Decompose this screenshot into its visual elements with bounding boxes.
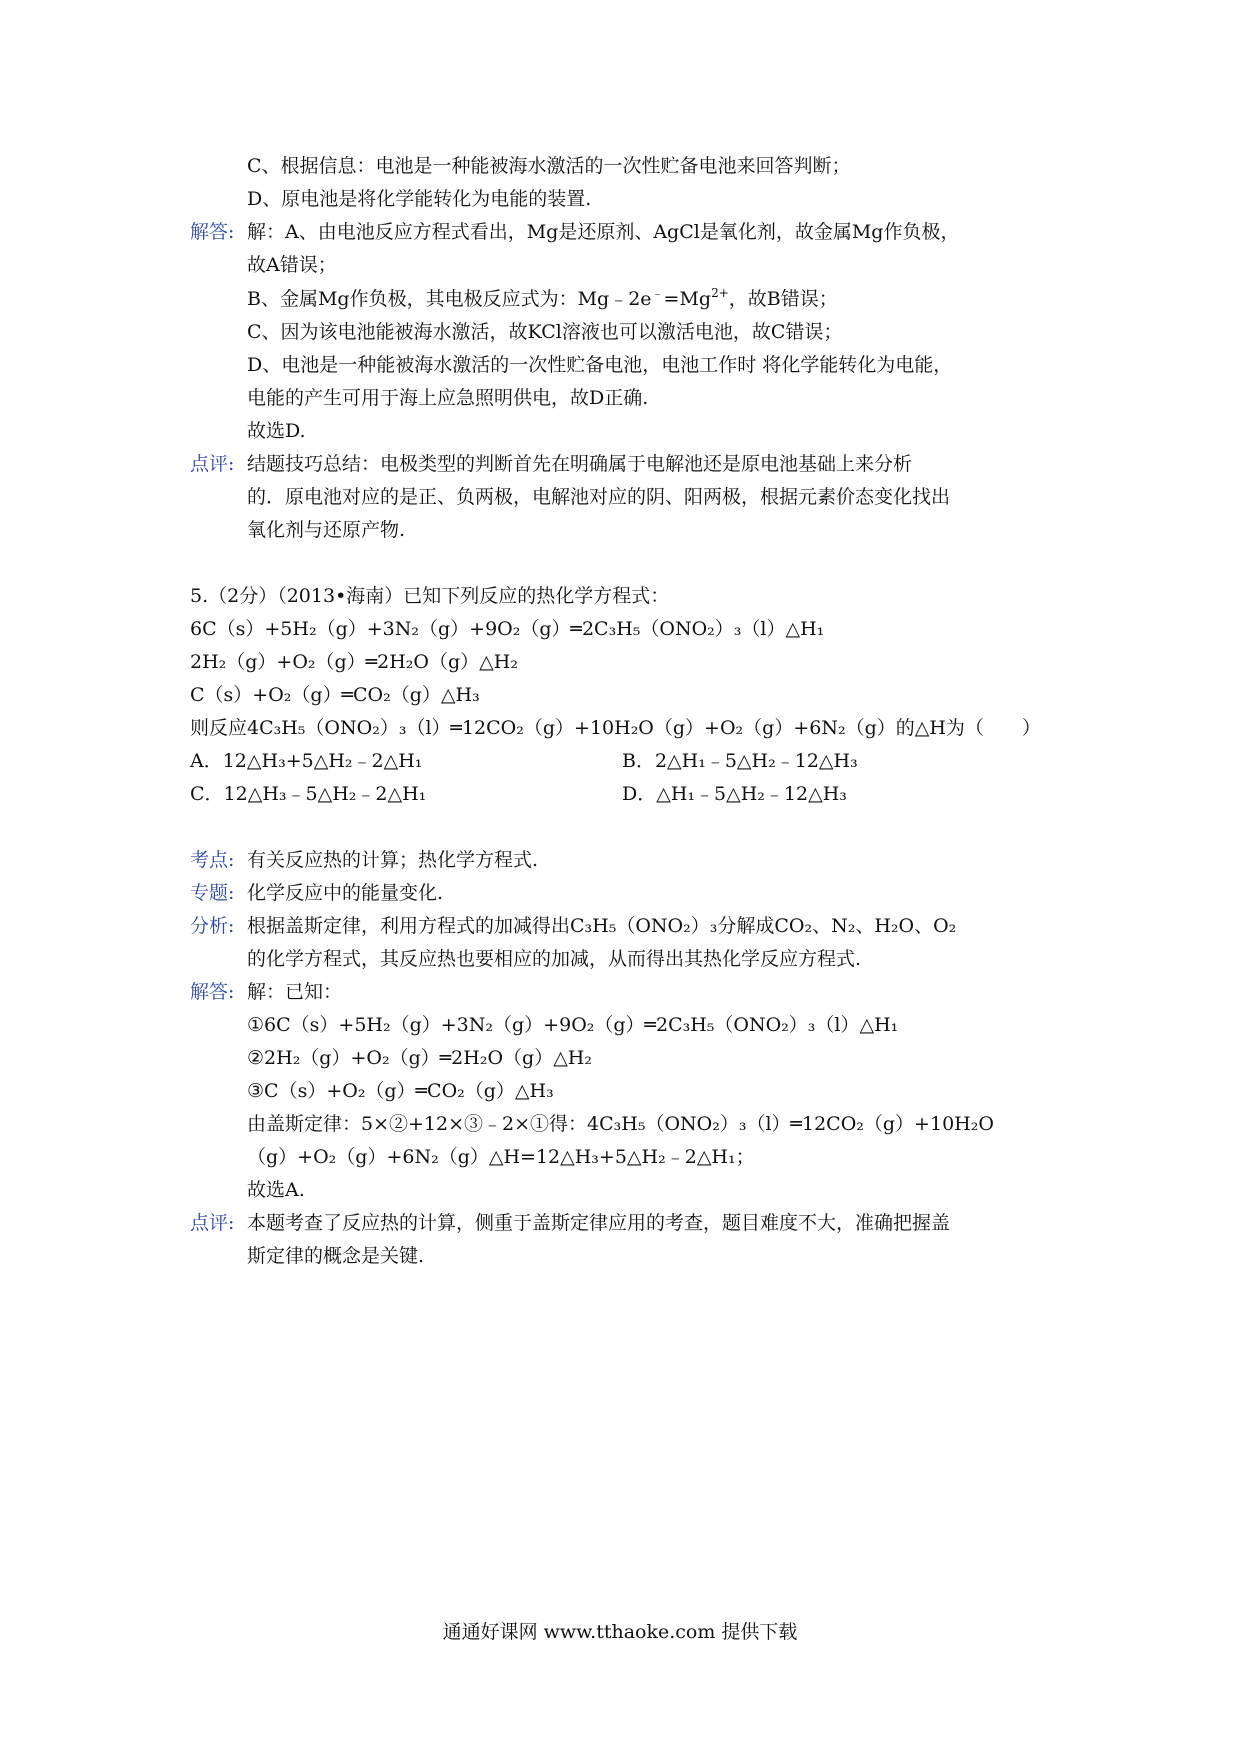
answer-b-sup1: ﹣ [651,286,664,300]
analysis-d: D、原电池是将化学能转化为电能的装置. [247,188,592,210]
fenxi-line-2: 的化学方程式，其反应热也要相应的加减，从而得出其热化学反应方程式. [247,948,862,970]
analysis-c: C、根据信息：电池是一种能被海水激活的一次性贮备电池来回答判断； [247,155,851,177]
fenxi-label: 分析: [190,915,235,937]
comment-line-3: 氧化剂与还原产物. [247,519,406,541]
q5-ask: 则反应4C₃H₅（ONO₂）₃（l）═12CO₂（g）+10H₂O（g）+O₂（g）+6N₂（g）的△H为（ ） [190,717,1041,739]
q5-option-c: C．12△H₃﹣5△H₂﹣2△H₁ [190,783,427,805]
answer-label: 解答: [190,221,235,243]
fenxi-line-1: 根据盖斯定律，利用方程式的加减得出C₃H₅（ONO₂）₃分解成CO₂、N₂、H₂O、O₂ [247,915,957,937]
comment-line-2: 的．原电池对应的是正、负两极，电解池对应的阴、阳两极，根据元素价态变化找出 [247,486,951,508]
kaodian-text: 有关反应热的计算；热化学方程式. [247,849,539,871]
q5-equation-3: C（s）+O₂（g）═CO₂（g）△H₃ [190,684,480,706]
answer-b-mid: =Mg [663,288,712,310]
q5-option-d: D．△H₁﹣5△H₂﹣12△H₃ [622,783,847,805]
answer-line-1: 解：A、由电池反应方程式看出，Mg是还原剂、AgCl是氧化剂，故金属Mg作负极， [247,221,960,243]
jieda-line-1: ①6C（s）+5H₂（g）+3N₂（g）+9O₂（g）═2C₃H₅（ONO₂）₃（l）△H₁ [247,1014,899,1036]
jieda-line-6: 故选A. [247,1179,305,1201]
comment-label: 点评: [190,453,235,475]
answer-line-d1: D、电池是一种能被海水激活的一次性贮备电池，电池工作时 将化学能转化为电能， [247,354,953,376]
answer-line-b [247,283,838,316]
zhuanti-label: 专题: [190,882,235,904]
answer-line-c: C、因为该电池能被海水激活，故KCl溶液也可以激活电池，故C错误； [247,321,843,343]
answer-line-2: 故A错误； [247,254,337,276]
jieda-line-5: （g）+O₂（g）+6N₂（g）△H=12△H₃+5△H₂﹣2△H₁； [247,1146,755,1168]
dianping-line-1: 本题考查了反应热的计算，侧重于盖斯定律应用的考查，题目难度不大，准确把握盖 [247,1212,951,1234]
dianping-line-2: 斯定律的概念是关键. [247,1245,425,1267]
q5-option-a: A．12△H₃+5△H₂﹣2△H₁ [190,750,423,772]
q5-equation-1: 6C（s）+5H₂（g）+3N₂（g）+9O₂（g）═2C₃H₅（ONO₂）₃（l）△H₁ [190,618,825,640]
answer-b-sup2: 2+ [711,286,729,300]
answer-line-d2: 电能的产生可用于海上应急照明供电，故D正确. [247,387,649,409]
zhuanti-text: 化学反应中的能量变化. [247,882,444,904]
answer-b-post: ，故B错误； [728,288,838,310]
jieda-line-0: 解：已知： [247,981,343,1003]
q5-stem: 5.（2分）（2013•海南）已知下列反应的热化学方程式： [190,585,670,607]
kaodian-label: 考点: [190,849,235,871]
answer-choose: 故选D. [247,420,306,442]
page-footer: 通通好课网 www.tthaoke.com 提供下载 [442,1621,798,1643]
jieda-line-4: 由盖斯定律：5×②+12×③﹣2×①得：4C₃H₅（ONO₂）₃（l）═12CO₂（g）+10H₂O [247,1113,994,1135]
comment-line-1: 结题技巧总结：电极类型的判断首先在明确属于电解池还是原电池基础上来分析 [247,453,913,475]
jieda-label: 解答: [190,981,235,1003]
q5-equation-2: 2H₂（g）+O₂（g）═2H₂O（g）△H₂ [190,651,518,673]
q5-option-b: B．2△H₁﹣5△H₂﹣12△H₃ [622,750,858,772]
answer-b-pre: B、金属Mg作负极，其电极反应式为：Mg﹣2e [247,288,652,310]
jieda-line-2: ②2H₂（g）+O₂（g）═2H₂O（g）△H₂ [247,1047,592,1069]
dianping-label: 点评: [190,1212,235,1234]
jieda-line-3: ③C（s）+O₂（g）═CO₂（g）△H₃ [247,1080,554,1102]
